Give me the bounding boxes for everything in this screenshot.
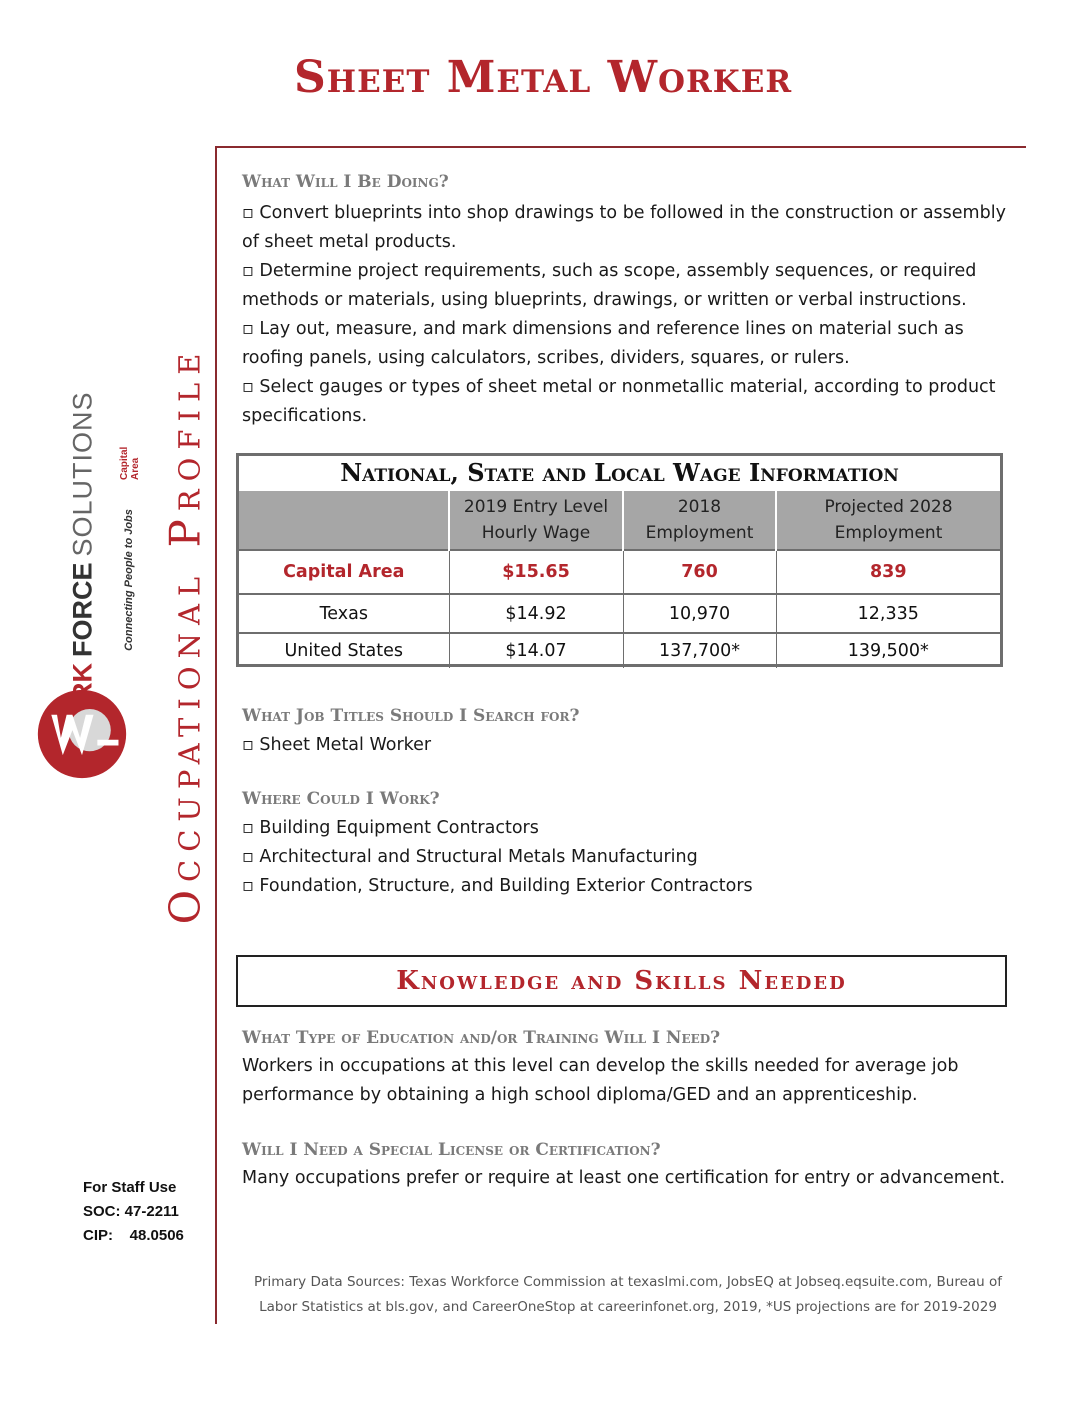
table-cell: 137,700* [623,633,776,668]
soc-code: SOC: 47-2211 [83,1203,179,1220]
doing-item: ▫ Lay out, measure, and mark dimensions and reference lines on material such as roofing panels, using calculators, scribes, dividers, squares, or rulers. [242,319,964,368]
list-item: ▫ Sheet Metal Worker [242,735,432,755]
doing-item: ▫ Determine project requirements, such as scope, assembly sequences, or required methods or materials, using blueprints, drawings, or written or verbal instructions. [242,261,977,310]
logo-tagline: Connecting People to Jobs [123,509,135,651]
table-cell: 12,335 [776,594,1000,633]
education-heading: What Type of Education and/or Training Will I Need? [242,1028,721,1048]
job-titles-list [242,731,1012,760]
workforce-logo [28,391,141,790]
page-title: Sheet Metal Worker [294,52,793,103]
table-cell: Texas [239,594,449,633]
table-header-cell: Projected 2028 Employment [776,491,1000,550]
knowledge-title: Knowledge and Skills Needed [396,966,847,996]
where-work-heading: Where Could I Work? [242,789,440,809]
side-title: Occupational Profile [160,345,210,925]
left-divider [215,146,217,1324]
wage-table-title: National, State and Local Wage Information [340,458,899,487]
table-cell: 760 [623,550,776,594]
logo-force: FORCE [67,562,98,658]
license-heading: Will I Need a Special License or Certification? [242,1140,661,1160]
data-sources: Primary Data Sources: Texas Workforce Commission at texaslmi.com, JobsEQ at Jobseq.eqsuite.com, Bureau of Labor Statistics at bls.gov, and CareerOneStop at careerinfonet.org, 2019, *US projections are for 2019-2029 [253,1274,1003,1315]
table-header-cell: 2019 Entry Level Hourly Wage [449,491,623,550]
table-row [239,550,1000,594]
table-cell: 839 [776,550,1000,594]
doing-item: ▫ Convert blueprints into shop drawings to be followed in the construction or assembly of sheet metal products. [242,203,1006,252]
logo-capital-area: Capital Area [119,446,141,480]
table-cell: $14.07 [449,633,623,668]
wage-table-box [236,453,1003,667]
job-titles-heading: What Job Titles Should I Search for? [242,706,580,726]
doing-item: ▫ Select gauges or types of sheet metal or nonmetallic material, according to product specifications. [242,377,996,426]
staff-use-block [83,1176,184,1248]
table-header-cell [239,491,449,550]
table-cell: 10,970 [623,594,776,633]
table-cell: $14.92 [449,594,623,633]
list-item: ▫ Foundation, Structure, and Building Exterior Contractors [242,876,753,896]
doing-heading: What Will I Be Doing? [242,172,449,192]
doing-list [242,199,1012,431]
logo-emblem-icon [34,686,130,782]
table-row [239,633,1000,668]
table-cell: Capital Area [239,550,449,594]
staff-use-label: For Staff Use [83,1179,177,1196]
knowledge-box [236,955,1007,1007]
table-header-cell: 2018 Employment [623,491,776,550]
table-row [239,594,1000,633]
table-header-row [239,491,1000,550]
list-item: ▫ Architectural and Structural Metals Manufacturing [242,847,698,867]
education-text: Workers in occupations at this level can develop the skills needed for average job performance by obtaining a high school diploma/GED and an apprenticeship. [242,1056,959,1105]
logo-solutions: SOLUTIONS [67,391,98,557]
list-item: ▫ Building Equipment Contractors [242,818,539,838]
cip-code: CIP: 48.0506 [83,1227,184,1244]
license-text: Many occupations prefer or require at least one certification for entry or advancement. [242,1168,1006,1188]
table-cell: United States [239,633,449,668]
table-cell: $15.65 [449,550,623,594]
wage-table [239,491,1000,668]
top-divider [216,146,1026,148]
table-cell: 139,500* [776,633,1000,668]
where-work-list [242,814,1012,901]
